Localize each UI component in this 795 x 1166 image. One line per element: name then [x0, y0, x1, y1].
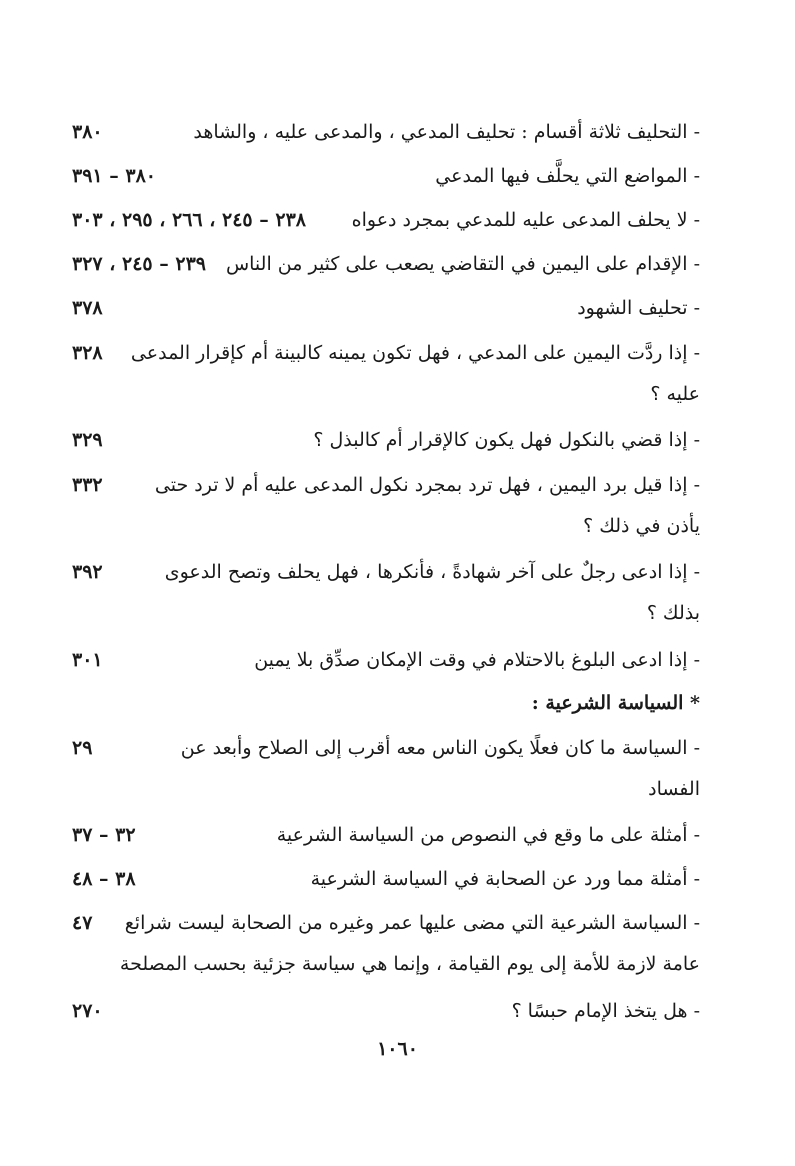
section-heading [72, 683, 700, 723]
index-entry [72, 728, 700, 810]
entry-text: - إذا ردَّت اليمين على المدعي ، فهل تكون يمينه كالبينة أم كإقرار المدعى [130, 342, 700, 364]
index-entry [72, 991, 700, 1031]
entry-text: - أمثلة مما ورد عن الصحابة في السياسة الشرعية [310, 868, 700, 890]
index-entry [72, 859, 700, 899]
entry-pages: ٣٨٠ [72, 121, 103, 143]
entry-pages: ٣٢٨ [72, 342, 103, 364]
index-entry [72, 244, 700, 284]
index-entry [72, 333, 700, 415]
entry-continuation: عليه ؟ [650, 383, 700, 405]
entry-pages: ٢٩ [72, 737, 93, 759]
index-entry [72, 112, 700, 152]
entry-text: - إذا ادعى رجلٌ على آخر شهادةً ، فأنكرها ، فهل يحلف وتصح الدعوى [164, 561, 700, 583]
index-entry [72, 903, 700, 985]
entry-text: - السياسة الشرعية التي مضى عليها عمر وغيره من الصحابة ليست شرائع [124, 912, 700, 934]
entry-continuation: الفساد [648, 778, 700, 800]
index-entry [72, 465, 700, 547]
entry-pages: ٣٠١ [72, 649, 103, 671]
entry-pages: ٢٣٩ – ٢٤٥ ، ٣٢٧ [72, 253, 206, 275]
entry-pages: ٣٨٠ – ٣٩١ [72, 165, 156, 187]
index-entry [72, 815, 700, 855]
entry-text: - إذا قيل برد اليمين ، فهل ترد بمجرد نكول المدعى عليه أم لا ترد حتى [154, 474, 700, 496]
entry-text: - لا يحلف المدعى عليه للمدعي بمجرد دعواه [351, 209, 700, 231]
entry-continuation: يأذن في ذلك ؟ [583, 515, 700, 537]
entry-text: - المواضع التي يحلَّف فيها المدعي [435, 165, 700, 187]
entry-text: - السياسة ما كان فعلًا يكون الناس معه أقرب إلى الصلاح وأبعد عن [180, 737, 700, 759]
entry-pages: ٣٣٢ [72, 474, 103, 496]
entry-pages: ٣٧٨ [72, 297, 103, 319]
entry-pages: ٣٢ – ٣٧ [72, 824, 136, 846]
entry-text: - التحليف ثلاثة أقسام : تحليف المدعي ، والمدعى عليه ، والشاهد [193, 121, 700, 143]
entry-text: - تحليف الشهود [577, 297, 700, 319]
entry-text: - إذا ادعى البلوغ بالاحتلام في وقت الإمكان صدِّق بلا يمين [254, 649, 700, 671]
entry-text: - هل يتخذ الإمام حبسًا ؟ [511, 1000, 700, 1022]
entry-text: - الإقدام على اليمين في التقاضي يصعب على كثير من الناس [225, 253, 700, 275]
entry-text: - إذا قضي بالنكول فهل يكون كالإقرار أم كالبذل ؟ [313, 429, 700, 451]
entry-pages: ٢٧٠ [72, 1000, 103, 1022]
entry-continuation: بذلك ؟ [646, 602, 700, 624]
page-number: ١٠٦٠ [377, 1038, 418, 1060]
index-entry [72, 288, 700, 328]
entry-pages: ٣٨ – ٤٨ [72, 868, 136, 890]
entry-pages: ٤٧ [72, 912, 93, 934]
entry-pages: ٣٢٩ [72, 429, 103, 451]
index-entry [72, 156, 700, 196]
index-entry [72, 200, 700, 240]
index-entry [72, 420, 700, 460]
index-entry [72, 552, 700, 634]
entry-pages: ٢٣٨ – ٢٤٥ ، ٢٦٦ ، ٢٩٥ ، ٣٠٣ [72, 209, 306, 231]
index-entry [72, 640, 700, 680]
entry-continuation: عامة لازمة للأمة إلى يوم القيامة ، وإنما هي سياسة جزئية بحسب المصلحة [119, 953, 700, 975]
entry-pages: ٣٩٢ [72, 561, 103, 583]
heading-text: * السياسة الشرعية : [531, 692, 700, 714]
entry-text: - أمثلة على ما وقع في النصوص من السياسة الشرعية [276, 824, 700, 846]
